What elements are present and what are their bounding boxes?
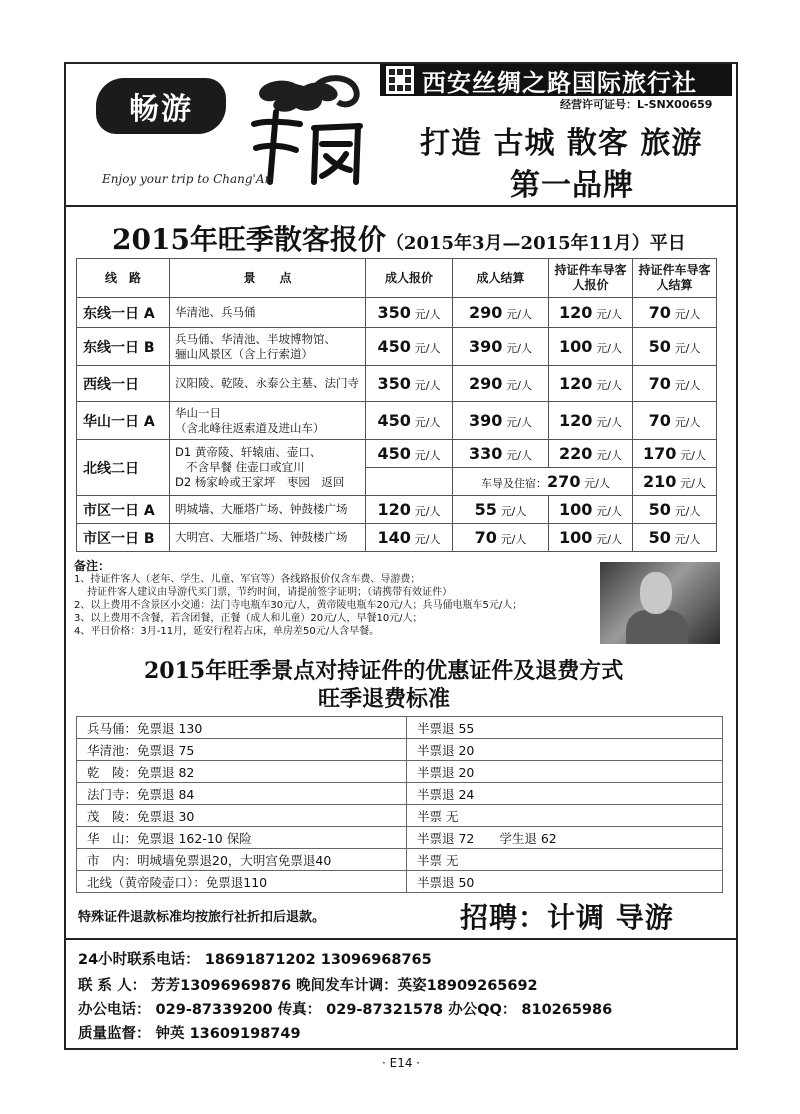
contact-hotline: 24小时联系电话： 18691871202 13096968765 [78,952,432,968]
table-row [77,805,723,827]
table-row [77,761,723,783]
note-line: 2、以上费用不含景区小交通：法门寺电瓶车30元/人，黄帝陵电瓶车20元/人；兵马俑电瓶车5元/人； [74,600,523,611]
price-title-main: 2015年旺季散客报价 [112,223,386,256]
table-row [77,298,717,328]
calligraphy-text: 长安 [301,186,303,187]
refund-right: 半票 无 [407,805,723,827]
route-name: 西线一日 [77,366,170,402]
refund-right: 半票退 72 学生退 62 [407,827,723,849]
cert-quote: 100 元/人 [549,496,633,524]
notes-title: 备注： [74,559,111,573]
page-number: · E14 · [382,1056,421,1070]
header-cert-quote: 持证件车导客人报价 [549,259,633,298]
price-table [76,258,717,552]
route-spots: 兵马俑、华清池、半坡博物馆、 骊山风景区（含上行索道） [170,328,366,366]
refund-right: 半票退 24 [407,783,723,805]
refund-left: 茂 陵：免票退 30 [77,805,407,827]
empty-cell [366,468,453,496]
adult-quote: 450 元/人 [366,440,453,468]
company-name: 西安丝绸之路国际旅行社 [422,68,697,97]
cert-quote: 100 元/人 [549,328,633,366]
company-logo-icon [386,66,414,94]
contact-person: 联 系 人： 芳芳13096969876 晚间发车计调：英姿18909265692 [78,978,538,994]
extra-settle: 210 元/人 [633,468,717,496]
extra-quote: 车导及住宿：270 元/人 [453,468,633,496]
table-row [77,496,717,524]
cert-quote: 100 元/人 [549,524,633,552]
route-spots: 明城墙、大雁塔广场、钟鼓楼广场 [170,496,366,524]
refund-table [76,716,723,893]
table-row [77,849,723,871]
refund-left: 市 内：明城墙免票退20，大明宫免票退40 [77,849,407,871]
cert-settle: 170 元/人 [633,440,717,468]
price-title-period: （2015年3月—2015年11月）平日 [385,233,686,254]
table-row [77,366,717,402]
table-row [77,402,717,440]
header-adult-settle: 成人结算 [453,259,549,298]
route-name: 市区一日 B [77,524,170,552]
header-adult-quote: 成人报价 [366,259,453,298]
cert-settle: 70 元/人 [633,366,717,402]
refund-right: 半票退 20 [407,761,723,783]
refund-subtitle: 旺季退费标准 [318,686,451,712]
adult-quote: 350 元/人 [366,298,453,328]
slogan-line1: 打造 古城 散客 旅游 [420,126,703,161]
adult-settle: 290 元/人 [453,366,549,402]
route-name: 市区一日 A [77,496,170,524]
cert-quote: 120 元/人 [549,366,633,402]
cert-quote: 220 元/人 [549,440,633,468]
adult-quote: 120 元/人 [366,496,453,524]
route-spots: 大明宫、大雁塔广场、钟鼓楼广场 [170,524,366,552]
adult-quote: 450 元/人 [366,402,453,440]
note-line: 4、平日价格：3月-11月，延安行程若占床，单房差50元/人含早餐。 [74,626,380,637]
refund-right: 半票退 55 [407,717,723,739]
refund-right: 半票 无 [407,849,723,871]
table-row [77,739,723,761]
route-spots: 汉阳陵、乾陵、永泰公主墓、法门寺 [170,366,366,402]
adult-quote: 140 元/人 [366,524,453,552]
cert-settle: 70 元/人 [633,402,717,440]
recruitment-banner: 招聘：计调 导游 [460,901,674,934]
cert-settle: 50 元/人 [633,496,717,524]
refund-left: 兵马俑：免票退 130 [77,717,407,739]
header-cert-settle: 持证件车导客人结算 [633,259,717,298]
special-refund-note: 特殊证件退款标准均按旅行社折扣后退款。 [78,910,326,925]
price-table-header [77,259,717,298]
company-header-bar [380,64,732,96]
notes-section [74,560,614,638]
refund-title: 2015年旺季景点对持证件的优惠证件及退费方式 [144,658,624,684]
refund-left: 法门寺：免票退 84 [77,783,407,805]
contact-quality: 质量监督： 钟英 13609198749 [78,1026,301,1042]
adult-settle: 390 元/人 [453,328,549,366]
table-row [77,827,723,849]
table-row [77,328,717,366]
note-line: 3、以上费用不含餐，若含团餐，正餐（成人和儿童）20元/人，早餐10元/人； [74,613,423,624]
route-name: 华山一日 A [77,402,170,440]
note-line: 持证件客人建议由导游代买门票，节约时间，请提前签字证明；（请携带有效证件） [74,587,453,598]
adult-quote: 450 元/人 [366,328,453,366]
adult-settle: 70 元/人 [453,524,549,552]
enjoy-tagline: Enjoy your trip to Chang'An [102,172,273,186]
cert-settle: 70 元/人 [633,298,717,328]
adult-settle: 390 元/人 [453,402,549,440]
changyou-logo: 畅游 [96,78,226,134]
route-name: 东线一日 A [77,298,170,328]
refund-left: 华清池：免票退 75 [77,739,407,761]
slogan-line2: 第一品牌 [510,168,634,203]
refund-left: 北线（黄帝陵壶口）：免票退110 [77,871,407,893]
note-line: 1、持证件客人（老年、学生、儿童、军官等）各线路报价仅含车费、导游费； [74,574,421,585]
adult-settle: 290 元/人 [453,298,549,328]
refund-right: 半票退 50 [407,871,723,893]
table-row [77,440,717,468]
route-name: 北线二日 [77,440,170,496]
footer-divider [66,938,736,940]
route-spots: 华清池、兵马俑 [170,298,366,328]
price-title [112,218,686,258]
table-row [77,871,723,893]
route-spots: 华山一日 （含北峰往返索道及进山车） [170,402,366,440]
adult-quote: 350 元/人 [366,366,453,402]
refund-right: 半票退 20 [407,739,723,761]
contact-office: 办公电话： 029-87339200 传真： 029-87321578 办公QQ： 810265986 [78,1002,613,1018]
cert-quote: 120 元/人 [549,402,633,440]
cert-settle: 50 元/人 [633,524,717,552]
route-name: 东线一日 B [77,328,170,366]
cert-quote: 120 元/人 [549,298,633,328]
cert-settle: 50 元/人 [633,328,717,366]
header-spots: 景 点 [170,259,366,298]
header-divider [66,205,736,207]
adult-settle: 330 元/人 [453,440,549,468]
header-route: 线 路 [77,259,170,298]
adult-settle: 55 元/人 [453,496,549,524]
table-row [77,783,723,805]
refund-left: 华 山：免票退 162-10 保险 [77,827,407,849]
table-row [77,717,723,739]
route-spots: D1 黄帝陵、轩辕庙、壶口、 不含早餐 住壶口或宜川 D2 杨家岭或王家坪 枣园 返回 [170,440,366,496]
terracotta-warrior-photo [600,562,720,644]
table-row [77,524,717,552]
refund-left: 乾 陵：免票退 82 [77,761,407,783]
license-number: 经营许可证号：L-SNX00659 [560,98,713,111]
